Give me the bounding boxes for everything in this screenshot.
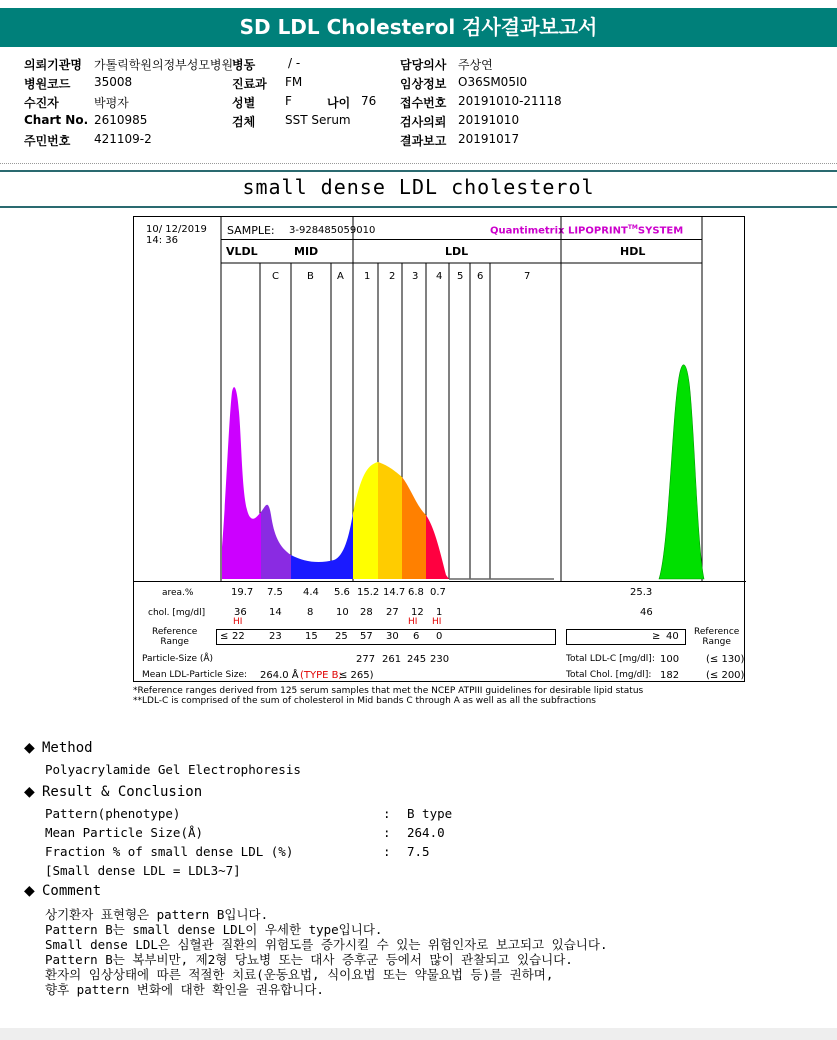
result-fraction-value: 7.5	[407, 844, 430, 859]
footnote-2: **LDL-C is comprised of the sum of cholesterol in Mid bands C through A as well as all the subfractions	[133, 696, 596, 706]
peak-vldl	[222, 387, 261, 579]
peak-band-c	[261, 505, 291, 579]
request-value: 20191010	[458, 113, 520, 127]
result-row-mean-size: Mean Particle Size(Å) : 264.0	[45, 825, 445, 840]
report-title-bar	[0, 8, 837, 47]
method-text: Polyacrylamide Gel Electrophoresis	[45, 762, 301, 777]
chol-a: 10	[336, 607, 349, 618]
comment-line-4: Pattern B는 복부비만, 제2형 당뇨병 또는 대사 증후군 등에서 많이 관찰되고 있습니다.	[45, 952, 573, 967]
total-chol-ref: (≤ 200)	[706, 670, 745, 681]
hospital-label: 의뢰기관명	[24, 58, 82, 72]
colon: :	[383, 844, 391, 859]
mean-type-ref: ≤ 265)	[339, 670, 374, 681]
area-hdl: 25.3	[630, 587, 653, 598]
band-label-4: 4	[436, 271, 443, 282]
ref-a: 25	[335, 631, 348, 642]
diamond-icon: ◆	[24, 784, 35, 800]
comment-line-3: Small dense LDL은 심혈관 질환의 위험도를 증가시킬 수 있는 위험인자로 보고되고 있습니다.	[45, 937, 608, 952]
peak-ldl-2	[378, 462, 402, 579]
chol-1: 28	[360, 607, 373, 618]
report-title: SD LDL Cholesterol 검사결과보고서	[239, 15, 598, 39]
mean-size-value: 264.0 Å	[260, 670, 299, 681]
ref-le-sign: ≤	[220, 631, 229, 642]
ref-vldl: 22	[232, 631, 245, 642]
ref-label-right: Reference Range	[694, 627, 740, 647]
colon: :	[383, 825, 391, 840]
area-vldl: 19.7	[231, 587, 254, 598]
report-date-label: 결과보고	[400, 134, 447, 148]
clinical-value: O36SM05I0	[458, 75, 528, 89]
footnote-1: *Reference ranges derived from 125 serum samples that met the NCEP ATPIII guidelines for desirable lipid status	[133, 686, 644, 696]
result-note: [Small dense LDL = LDL3~7]	[45, 863, 241, 878]
sex-label: 성별	[232, 96, 256, 110]
ref-hdl: 40	[666, 631, 679, 642]
peak-ldl-4	[426, 515, 449, 579]
chart-date: 10/ 12/2019	[146, 224, 207, 235]
area-c: 7.5	[267, 587, 283, 598]
ref-ge-sign: ≥	[652, 631, 661, 642]
particle-size-4: 230	[430, 654, 450, 665]
ref-3: 6	[413, 631, 420, 642]
ward-label: 병동	[232, 58, 256, 72]
result-mean-size-value: 264.0	[407, 825, 445, 840]
divider	[0, 163, 837, 164]
id-value: 421109-2	[94, 132, 152, 146]
hi-flag-4: HI	[432, 617, 442, 627]
mean-type: (TYPE B;	[300, 670, 342, 681]
method-heading: ◆ Method	[24, 740, 93, 756]
age-value: 76	[361, 94, 377, 108]
particle-size-1: 277	[356, 654, 376, 665]
chart-no-value: 2610985	[94, 113, 148, 127]
specimen-label: 검체	[232, 115, 256, 129]
band-label-c: C	[272, 271, 279, 282]
comment-line-2: Pattern B는 small dense LDL이 우세한 type입니다.	[45, 922, 383, 937]
peak-mid-ba	[291, 513, 353, 579]
result-pattern-value: B type	[407, 806, 453, 821]
divider	[0, 170, 837, 172]
result-heading: ◆ Result & Conclusion	[24, 784, 203, 800]
colon: :	[383, 806, 391, 821]
band-label-5: 5	[457, 271, 464, 282]
chol-vldl: 36	[234, 607, 247, 618]
area-1: 15.2	[357, 587, 380, 598]
mean-size-label: Mean LDL-Particle Size:	[142, 670, 248, 680]
clinical-label: 임상정보	[400, 77, 447, 91]
diamond-icon: ◆	[24, 883, 35, 899]
ref-label-left: Reference Range	[152, 627, 198, 647]
total-chol-label: Total Chol. [mg/dl]:	[566, 670, 652, 680]
chol-b: 8	[307, 607, 314, 618]
request-label: 검사의뢰	[400, 115, 447, 129]
chart-time: 14: 36	[146, 235, 178, 246]
dept-label: 진료과	[232, 77, 267, 91]
sex-value: F	[285, 94, 292, 108]
id-label: 주민번호	[24, 134, 71, 148]
band-label-a: A	[337, 271, 344, 282]
chol-3: 12	[411, 607, 424, 618]
area-3: 6.8	[408, 587, 424, 598]
band-label-6: 6	[477, 271, 484, 282]
area-b: 4.4	[303, 587, 319, 598]
code-label: 병원코드	[24, 77, 71, 91]
doctor-value: 주상연	[458, 58, 493, 72]
hospital-value: 가톨릭학원의정부성모병원	[94, 58, 234, 72]
comment-line-1: 상기환자 표현형은 pattern B입니다.	[45, 907, 269, 922]
ref-2: 30	[386, 631, 399, 642]
group-label-vldl: VLDL	[226, 245, 258, 258]
particle-size-label: Particle-Size (Å)	[142, 654, 214, 664]
hi-flag-vldl: HI	[233, 617, 243, 627]
total-ldlc-ref: (≤ 130)	[706, 654, 745, 665]
lipoprint-chart	[133, 216, 745, 682]
ref-1: 57	[360, 631, 373, 642]
peak-ldl-1	[353, 462, 378, 579]
ward-value: / -	[288, 56, 301, 70]
chol-2: 27	[386, 607, 399, 618]
chol-hdl: 46	[640, 607, 653, 618]
name-label: 수진자	[24, 96, 59, 110]
band-label-3: 3	[412, 271, 419, 282]
sample-label: SAMPLE:	[227, 224, 275, 237]
comment-line-6: 향후 pattern 변화에 대한 확인을 권유합니다.	[45, 982, 324, 997]
total-ldlc-label: Total LDL-C [mg/dl]:	[566, 654, 655, 664]
result-row-pattern: Pattern(phenotype) : B type	[45, 806, 453, 821]
code-value: 35008	[94, 75, 133, 89]
hi-flag-3: HI	[408, 617, 418, 627]
area-a: 5.6	[334, 587, 350, 598]
comment-heading: ◆ Comment	[24, 883, 102, 899]
age-label: 나이	[327, 96, 351, 110]
particle-size-3: 245	[407, 654, 427, 665]
chol-c: 14	[269, 607, 282, 618]
band-label-2: 2	[389, 271, 396, 282]
band-label-1: 1	[364, 271, 371, 282]
diamond-icon: ◆	[24, 740, 35, 756]
area-4: 0.7	[430, 587, 446, 598]
area-label: area.%	[162, 588, 194, 598]
band-label-7: 7	[524, 271, 531, 282]
chol-4: 1	[436, 607, 443, 618]
divider	[0, 206, 837, 208]
dept-value: FM	[285, 75, 303, 89]
group-label-mid: MID	[294, 245, 319, 258]
doctor-label: 담당의사	[400, 58, 447, 72]
ref-c: 23	[269, 631, 282, 642]
name-value: 박평자	[94, 96, 129, 110]
result-row-fraction: Fraction % of small dense LDL (%) : 7.5	[45, 844, 430, 859]
comment-line-5: 환자의 임상상태에 따른 적절한 치료(운동요법, 식이요법 또는 약물요법 등)를 권하며,	[45, 967, 554, 982]
particle-size-2: 261	[382, 654, 402, 665]
chart-no-label: Chart No.	[24, 113, 89, 127]
band-label-b: B	[307, 271, 314, 282]
ref-4: 0	[436, 631, 443, 642]
peak-ldl-3	[402, 477, 426, 579]
specimen-value: SST Serum	[285, 113, 351, 127]
chol-label: chol. [mg/dl]	[148, 608, 206, 618]
group-label-hdl: HDL	[620, 245, 646, 258]
receipt-value: 20191010-21118	[458, 94, 562, 108]
bottom-bar	[0, 1028, 837, 1040]
total-chol-value: 182	[660, 670, 680, 681]
receipt-label: 접수번호	[400, 96, 447, 110]
total-ldlc-value: 100	[660, 654, 680, 665]
brand-label: Quantimetrix LIPOPRINT™SYSTEM	[490, 224, 684, 237]
report-date-value: 20191017	[458, 132, 520, 146]
group-label-ldl: LDL	[445, 245, 469, 258]
sample-number: 3-928485059010	[289, 225, 376, 236]
ref-b: 15	[305, 631, 318, 642]
area-2: 14.7	[383, 587, 406, 598]
chart-subtitle: small dense LDL cholesterol	[242, 175, 595, 199]
table-top-line	[134, 581, 746, 582]
peak-hdl	[659, 365, 704, 579]
